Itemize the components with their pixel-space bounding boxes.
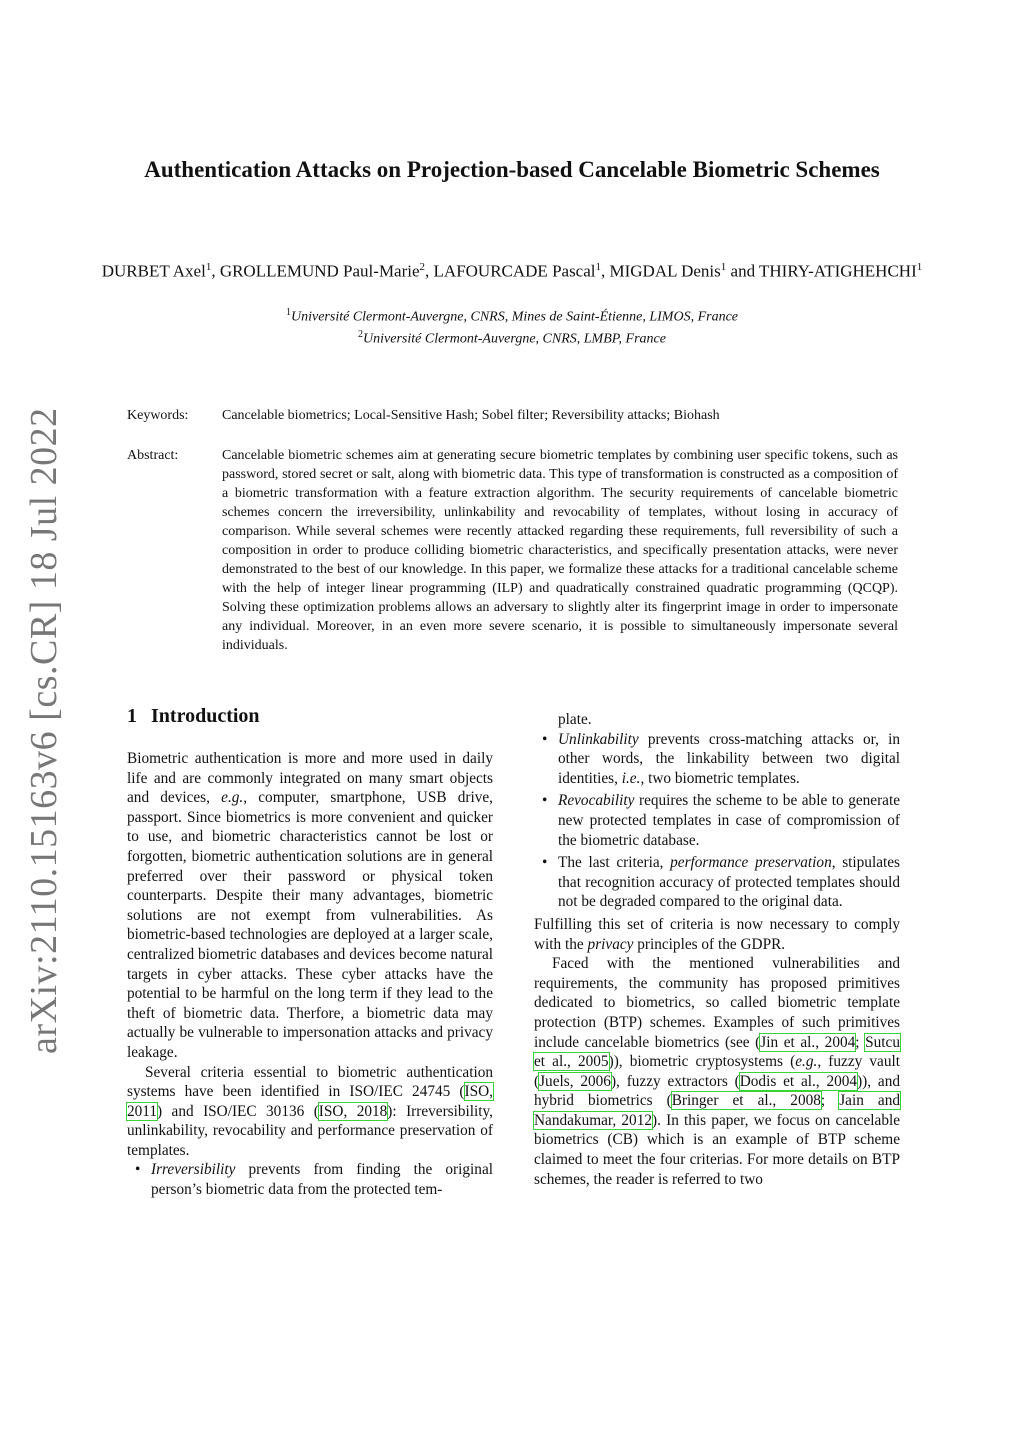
list-item: • Unlinkability prevents cross-matching attacks or, in other words, the linkability between two digital identities, i.e., two biometric templates. [534, 730, 900, 789]
abstract-label: Abstract: [127, 448, 179, 463]
arxiv-identifier: arXiv:2110.15163v6 [cs.CR] 18 Jul 2022 [23, 407, 65, 1054]
section-number: 1 [127, 705, 137, 727]
abstract-text: Cancelable biometric schemes aim at generating secure biometric templates by combining user specific tokens, such as password, stored secret or salt, along with biometric data. This type of transformation is constructed as a composition of a biometric transformation with a feature extraction algorithm. The security requirements of cancelable biometric schemes concern the irreversibility, unlinkability and revocability of templates, without losing in accuracy of comparison. While several schemes were recently attacked regarding these requirements, full reversibility of such a composition in order to produce colliding biometric characteristics, and specifically presentation attacks, were never demonstrated to the best of our knowledge. In this paper, we formalize these attacks for a traditional cancelable scheme with the help of integer linear programming (ILP) and quadratically constrained quadratic programming (QCQP). Solving these optimization problems allows an adversary to slightly alter its fingerprint image in order to impersonate any individual. Moreover, in an even more severe scenario, it is possible to simultaneously impersonate several individuals. [222, 448, 898, 653]
citation-link[interactable]: Sutcu et al., 2005 [534, 1033, 900, 1071]
author-affil-mark: 1 [595, 261, 601, 273]
affiliation-1: $^1$Université Clermont-Auvergne, CNRS, Mines de Saint-Étienne, LIMOS, France [286, 307, 738, 325]
keywords-text: Cancelable biometrics; Local-Sensitive Hash; Sobel filter; Reversibility attacks; Biohash [222, 408, 720, 423]
author-affil-mark: 1 [720, 261, 727, 273]
body-paragraph: Fulfilling this set of criteria is now necessary to comply with the privacy principles of the GDPR. [534, 915, 900, 953]
citation-link[interactable]: Dodis et al., 2004 [739, 1072, 858, 1090]
section-title: Introduction [151, 705, 260, 727]
list-item: • Irreversibility prevents from finding the original person’s biometric data from the protected tem- [127, 1160, 493, 1199]
citation-link[interactable]: Bringer et al., 2008 [671, 1092, 821, 1110]
author-affil-mark: 2 [419, 261, 426, 273]
keywords-label: Keywords: [127, 408, 189, 423]
author-name: , GROLLEMUND Paul-Marie [211, 261, 420, 281]
list-item: • Revocability requires the scheme to be able to generate new protected templates in case of compromission of the biometric database. [534, 791, 900, 850]
criteria-list [127, 1160, 493, 1199]
author-name: DURBET Axel [101, 261, 206, 281]
citation-link[interactable]: Jain and Nandakumar, 2012 [534, 1092, 900, 1129]
citation-link[interactable]: ISO, 2011 [127, 1083, 493, 1120]
author-name: , MIGDAL Denis [601, 261, 721, 281]
author-name: and THIRY-ATIGHEHCHI [726, 261, 917, 281]
criteria-list [534, 730, 900, 912]
body-paragraph: Faced with the mentioned vulnerabilities and requirements, the community has proposed primitives dedicated to biometrics, so called biometric template protection (BTP) schemes. Examples of such primitives include cancelable biometrics (see (Jin et al., 2004; Sutcu et al., 2005)), biometric cryptosystems (e.g., fuzzy vault (Juels, 2006), fuzzy extractors (Dodis et al., 2004)), and hybrid biometrics (Bringer et al., 2008; Jain and Nandakumar, 2012). In this paper, we focus on cancelable biometrics (CB) which is an example of BTP scheme claimed to meet the four criterias. For more details on BTP schemes, the reader is referred to two [534, 955, 901, 1188]
author-name: , LAFOURCADE Pascal [425, 261, 596, 281]
paper-title: Authentication Attacks on Projection-based Cancelable Biometric Schemes [144, 157, 880, 182]
author-list [100, 257, 924, 282]
author-affil-mark: 1 [205, 261, 212, 273]
citation-link[interactable]: Jin et al., 2004 [760, 1033, 856, 1051]
citation-link[interactable]: Juels, 2006 [539, 1072, 611, 1090]
affiliation-2: $^2$Université Clermont-Auvergne, CNRS, LMBP, France [358, 329, 666, 347]
intro-paragraph-1: Biometric authentication is more and more used in daily life and are commonly integrated on many smart objects and devices, e.g., computer, smartphone, USB drive, passport. Since biometrics is more convenient and quicker to use, and biometric characteristics cannot be lost or forgotten, biometric authentication solutions are in general preferred over their password or physical token counterparts. Despite their many advantages, biometric solutions are not exempt from vulnerabilities. As biometric-based technologies are deployed at a larger scale, centralized biometric databases and devices become natural targets in cyber attacks. These cyber attacks have the potential to be harmful on the long term if they lead to the theft of biometric data. Therfore, a biometric data may actually be vulnerable to impersonation attacks and privacy leakage. [127, 750, 493, 1061]
intro-paragraph-2: Several criteria essential to biometric authentication systems have been identified in ISO/IEC 24745 (ISO, 2011) and ISO/IEC 30136 (ISO, 2018): Irreversibility, unlinkability, revocability and performance preservation of templates. [127, 1063, 494, 1159]
author-affil-mark: 1 [916, 261, 923, 273]
section-heading [127, 705, 260, 728]
list-item-continuation: plate. [558, 711, 592, 728]
right-column [534, 710, 900, 1189]
left-column [127, 749, 493, 1203]
list-item: • The last criteria, performance preservation, stipulates that recognition accuracy of protected templates should not be degraded compared to the original data. [534, 853, 900, 912]
citation-link[interactable]: ISO, 2018 [318, 1102, 388, 1120]
